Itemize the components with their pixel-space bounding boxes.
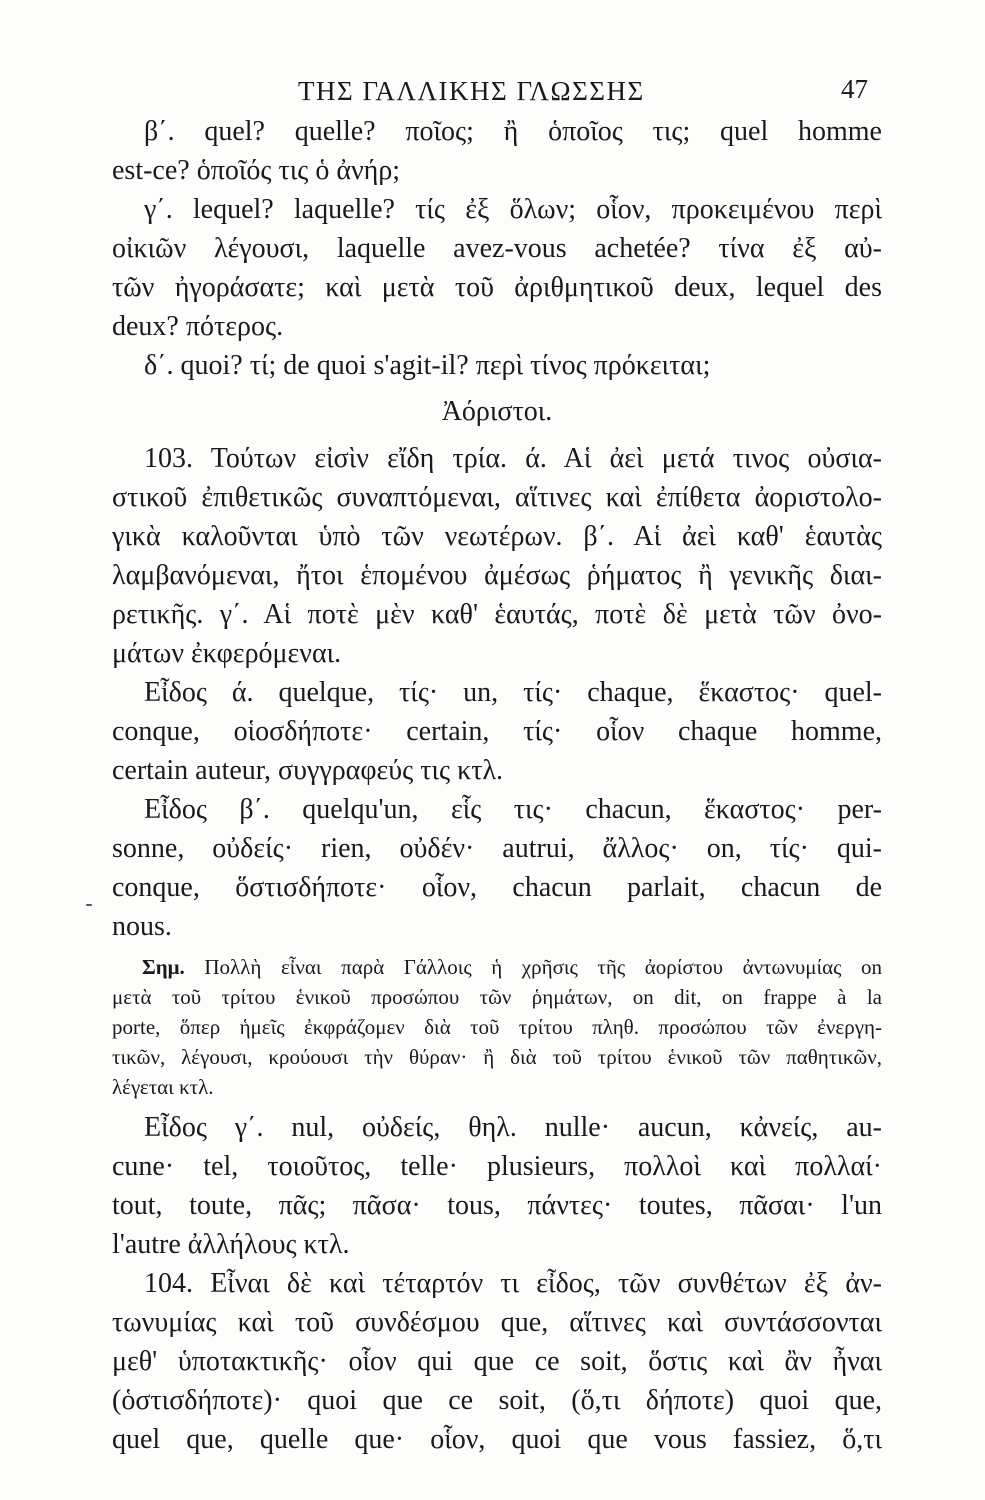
text-line: deux? πότερος. [112, 311, 284, 342]
text-line: nous. [112, 911, 172, 942]
text-line: conque, ὅστισδήποτε· οἷον, chacun parlait, chacun de [112, 872, 882, 903]
paragraph-kind-gamma [112, 1108, 882, 1264]
paragraph-103 [112, 439, 882, 673]
text-line: Εἶδος β΄. quelqu'un, εἷς τις· chacun, ἕκαστος· per- [144, 794, 882, 825]
text-line: (ὁστισδήποτε)· quoi que ce soit, (ὅ,τι δήποτε) quoi que, [112, 1385, 882, 1416]
note-line: μετὰ τοῦ τρίτου ἑνικοῦ προσώπου τῶν ῥημάτων, on dit, on frappe à la [112, 985, 882, 1009]
text-line: μεθ' ὑποτακτικῆς· οἷον qui que ce soit, ὅστις καὶ ἂν ἦναι [112, 1346, 882, 1377]
text-line: λαμβανόμεναι, ἤτοι ἑπομένου ἀμέσως ῥήματος ἢ γενικῆς διαι- [112, 560, 882, 591]
text-line: cune· tel, τοιοῦτος, telle· plusieurs, πολλοὶ καὶ πολλαί· [112, 1151, 882, 1182]
note-block [112, 952, 882, 1102]
text-line: 103. Τούτων εἰσὶν εἴδη τρία. ά. Αἱ ἀεὶ μετά τινος οὐσια- [144, 443, 882, 474]
note-line: porte, ὅπερ ἡμεῖς ἐκφράζομεν διὰ τοῦ τρίτου πληθ. προσώπου τῶν ἐνεργη- [112, 1015, 882, 1039]
text-line: τῶν ἠγοράσατε; καὶ μετὰ τοῦ ἀριθμητικοῦ deux, lequel des [112, 272, 882, 303]
note-line: λέγεται κτλ. [112, 1075, 214, 1099]
text-line: τωνυμίας καὶ τοῦ συνδέσμου que, αἵτινες καὶ συντάσσονται [112, 1307, 882, 1338]
text-line: οἰκιῶν λέγουσι, laquelle avez-vous achetée? τίνα ἐξ αὐ- [112, 233, 882, 264]
text-line: γικὰ καλοῦνται ὑπὸ τῶν νεωτέρων. β΄. Αἱ ἀεὶ καθ' ἑαυτὰς [112, 521, 882, 552]
text-line: μάτων ἐκφερόμεναι. [112, 638, 342, 669]
text-line: β΄. quel? quelle? ποῖος; ἢ ὁποῖος τις; quel homme [144, 116, 882, 147]
text-line: Εἶδος γ΄. nul, οὐδείς, θηλ. nulle· aucun, κἀνείς, au- [144, 1112, 882, 1143]
text-line: conque, οἱοσδήποτε· certain, τίς· οἷον chaque homme, [112, 716, 882, 747]
text-line: quel que, quelle que· οἷον, quoi que vous fassiez, ὅ,τι [112, 1424, 882, 1455]
text-line: tout, toute, πᾶς; πᾶσα· tous, πάντες· toutes, πᾶσαι· l'un [112, 1190, 882, 1221]
text-line: ρετικῆς. γ΄. Αἱ ποτὲ μὲν καθ' ἑαυτάς, ποτὲ δὲ μετὰ τῶν ὀνο- [112, 599, 882, 630]
margin-speck [86, 904, 92, 906]
text-line: l'autre ἀλλήλους κτλ. [112, 1229, 350, 1260]
text-line: γ΄. lequel? laquelle? τίς ἐξ ὅλων; οἷον, προκειμένου περὶ [144, 194, 882, 225]
page-header [112, 74, 890, 114]
paragraph-kind-alpha [112, 673, 882, 790]
text-line: δ΄. quoi? τί; de quoi s'agit-il? περὶ τίνος πρόκειται; [144, 350, 711, 381]
paragraph-104 [112, 1264, 882, 1459]
running-title: ΤΗΣ ΓΑΛΛΙΚΗΣ ΓΛΩΣΣΗΣ [298, 76, 645, 106]
text-line: certain auteur, συγγραφεύς τις κτλ. [112, 755, 504, 786]
text-line: est-ce? ὁποῖός τις ὁ ἀνήρ; [112, 155, 401, 186]
section-heading: Ἀόριστοι. [441, 396, 553, 427]
interrogative-list [112, 112, 882, 385]
note-label: Σημ. [142, 955, 185, 979]
text-line: στικοῦ ἐπιθετικῶς συναπτόμεναι, αἵτινες καὶ ἐπίθετα ἀοριστολο- [112, 482, 882, 513]
text-line: 104. Εἶναι δὲ καὶ τέταρτόν τι εἶδος, τῶν συνθέτων ἐξ ἀν- [144, 1268, 882, 1299]
note-text: Πολλὴ εἶναι παρὰ Γάλλοις ἡ χρῆσις τῆς ἀορίστου ἀντωνυμίας on [204, 955, 882, 979]
paragraph-kind-beta [112, 790, 882, 946]
note-line: τικῶν, λέγουσι, κρούουσι τὴν θύραν· ἢ διὰ τοῦ τρίτου ἑνικοῦ τῶν παθητικῶν, [112, 1045, 882, 1069]
note-line [112, 952, 882, 982]
page-number: 47 [841, 74, 868, 104]
text-line: Εἶδος ά. quelque, τίς· un, τίς· chaque, ἕκαστος· quel- [144, 677, 882, 708]
text-line: sonne, οὐδείς· rien, οὐδέν· autrui, ἄλλος· on, τίς· qui- [112, 833, 882, 864]
page-body [112, 112, 882, 1459]
